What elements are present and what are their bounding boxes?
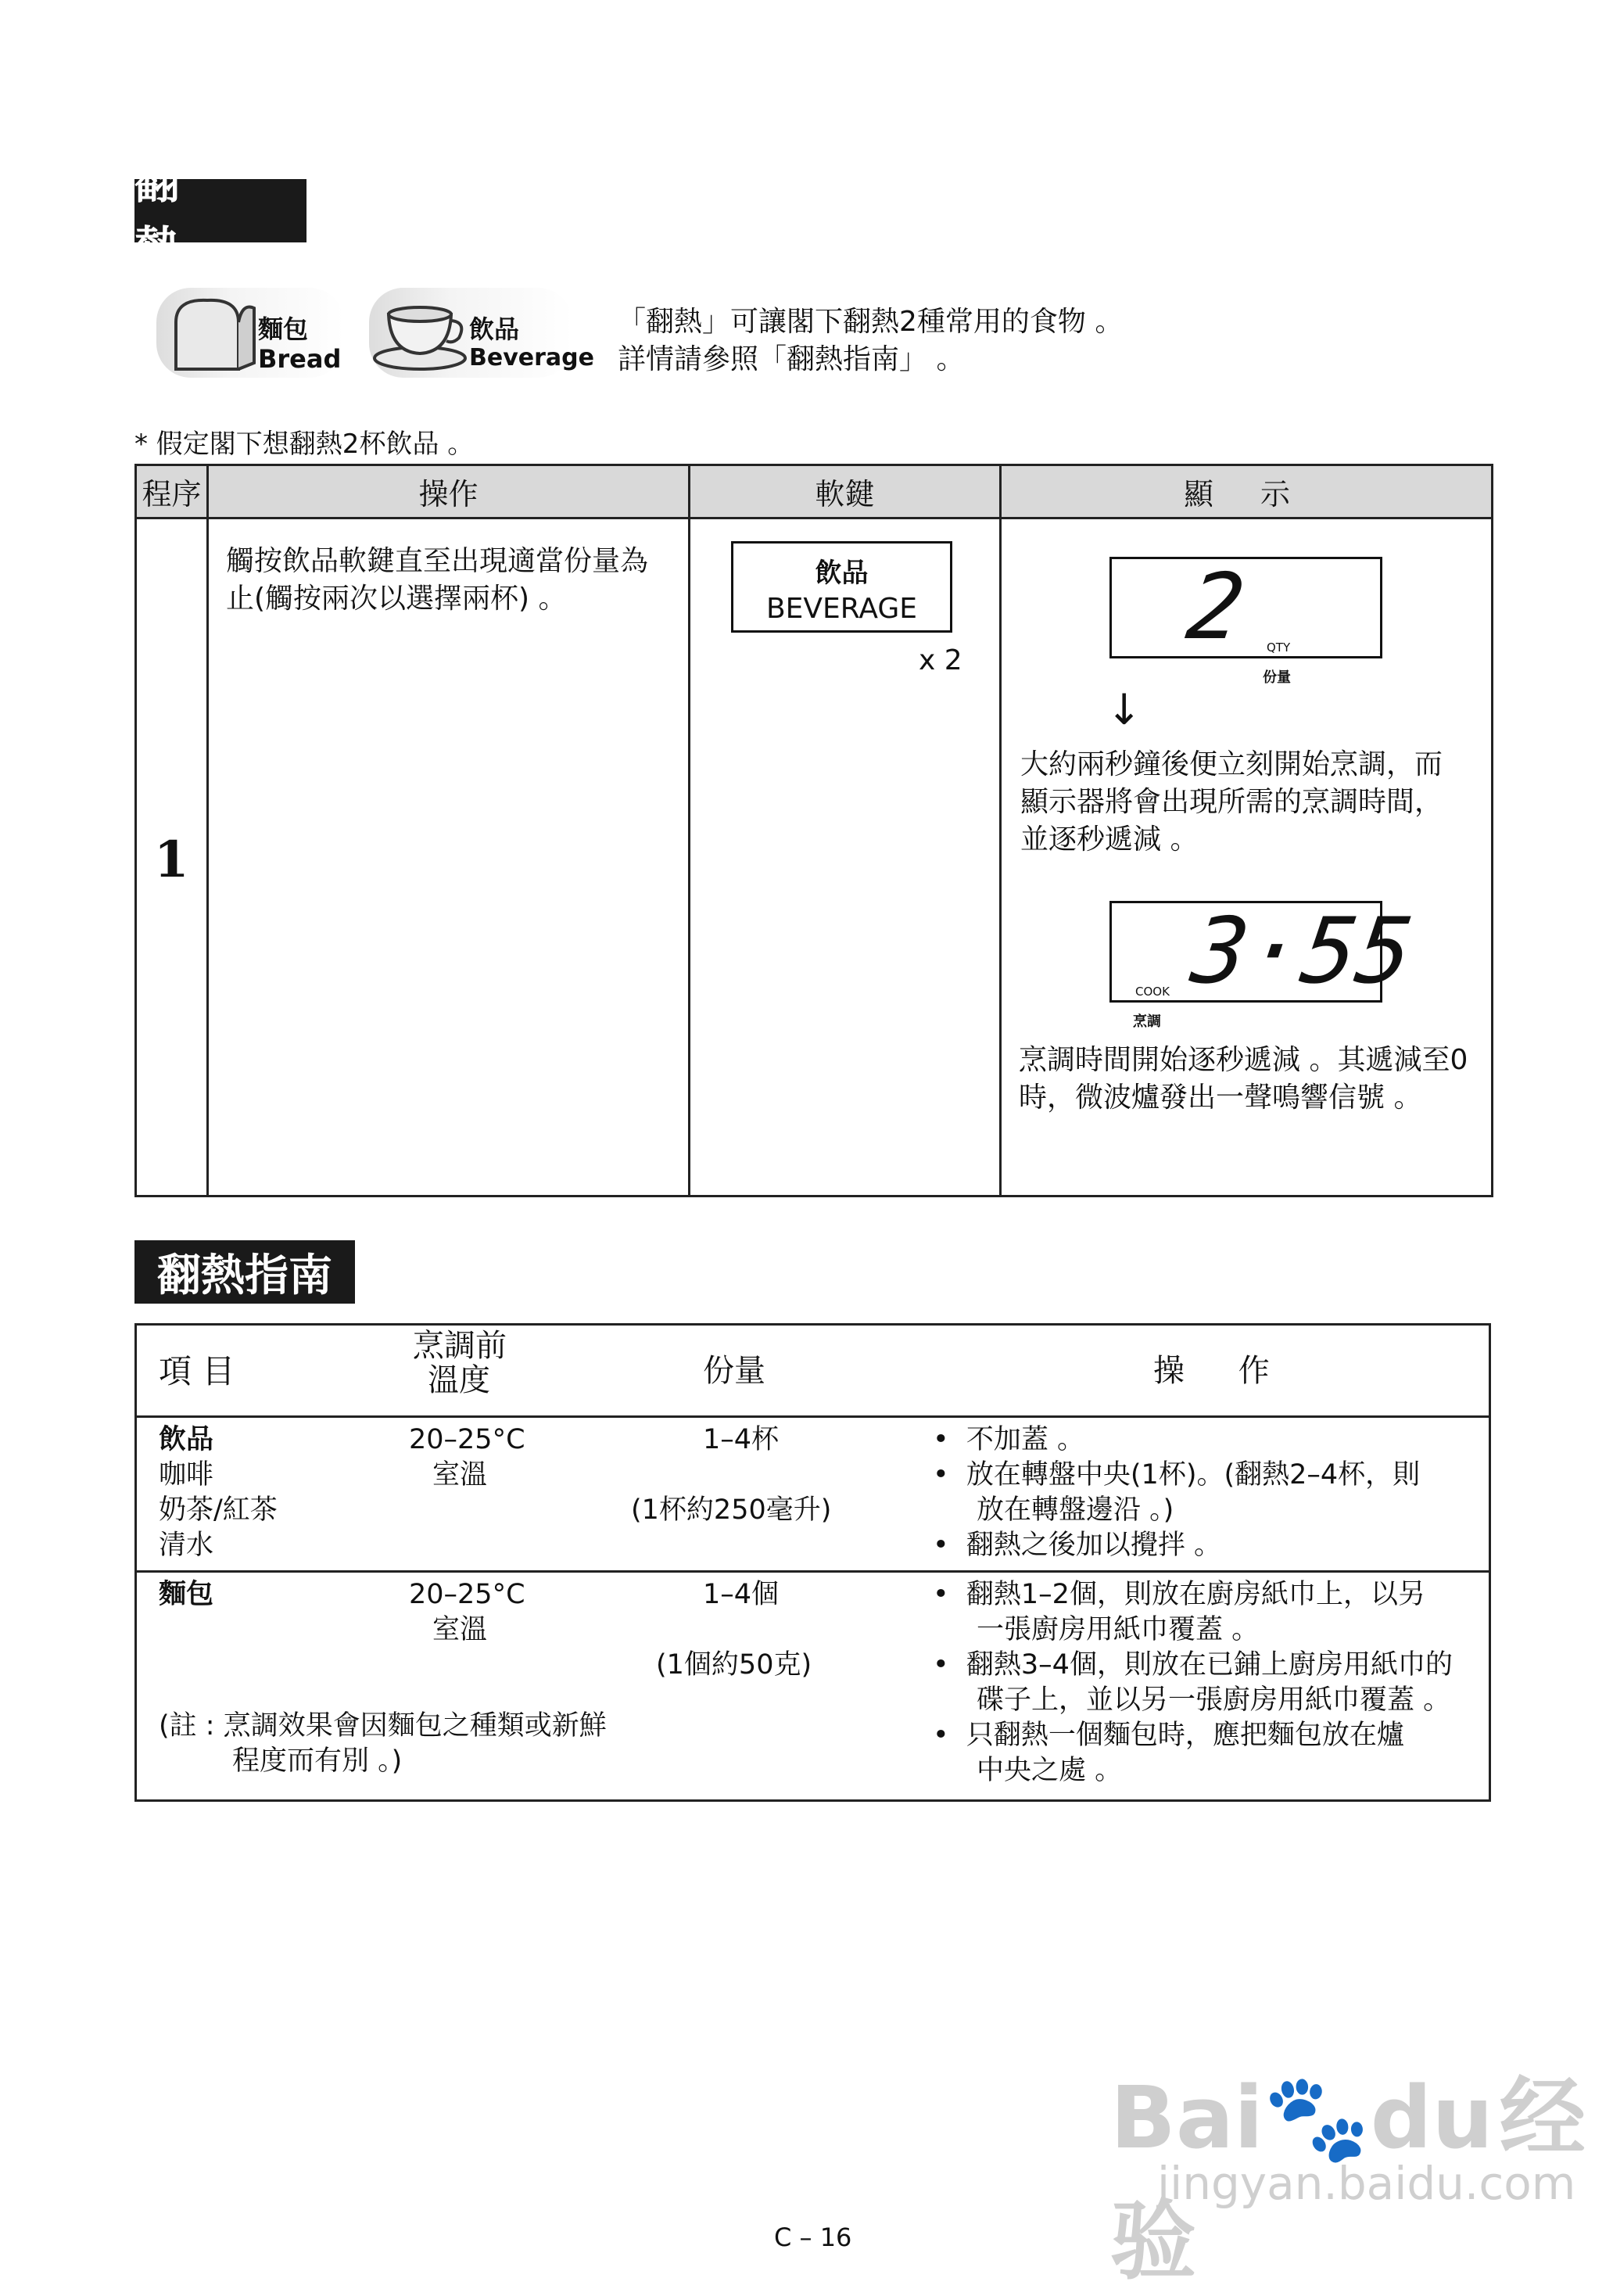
header-display: 顯 示 — [1001, 465, 1493, 518]
baidu-watermark-url: jingyan.baidu.com — [1157, 2157, 1576, 2210]
guide-beverage-op-3: • 翻熱之後加以攪拌 。 — [933, 1530, 1222, 1561]
baidu-watermark-logo: Bai🐾du经验 — [1110, 2068, 1586, 2291]
press-count: x 2 — [919, 644, 962, 676]
beverage-key-label-zh: 飲品 — [815, 558, 869, 589]
guide-beverage-qty: 1–4杯 — [703, 1424, 780, 1455]
beverage-key-label-en: BEVERAGE — [765, 593, 917, 625]
paw-icon: 🐾 — [1263, 2068, 1371, 2168]
display-note-2-line-1: 烹調時間開始逐秒遞減 。其遞減至0 — [1019, 1044, 1468, 1076]
guide-beverage-op-1: • 不加蓋 。 — [933, 1424, 1085, 1455]
guide-header-temp-line-1: 烹調前 — [413, 1328, 507, 1364]
guide-row-divider — [137, 1570, 1489, 1573]
assumption-note: * 假定閣下想翻熱2杯飲品 。 — [134, 429, 475, 460]
lcd-cook-label-zh: 烹調 — [1133, 1013, 1161, 1030]
table-row — [136, 518, 1493, 1196]
guide-header-item: 項 目 — [159, 1352, 235, 1390]
beverage-key-button[interactable] — [731, 541, 952, 633]
header-step: 程序 — [136, 465, 208, 518]
display-note-1-line-2: 顯示器將會出現所需的烹調時間， — [1020, 786, 1443, 818]
guide-header-temp-line-2: 溫度 — [428, 1362, 490, 1398]
down-arrow-icon: ↓ — [1106, 685, 1142, 734]
intro-line-2: 詳情請參照「翻熱指南」 。 — [618, 343, 965, 375]
lcd-display-cook — [1109, 899, 1419, 1004]
display-note-1-line-1: 大約兩秒鐘後便立刻開始烹調，而 — [1020, 748, 1443, 780]
header-operation: 操作 — [208, 465, 690, 518]
section-title-guide: 翻熱指南 — [134, 1240, 355, 1304]
guide-beverage-temp: 20–25°C — [409, 1424, 525, 1455]
operation-text-line-2: 止(觸按兩次以選擇兩杯) 。 — [226, 583, 567, 615]
guide-bread-op-1: • 翻熱1–2個，則放在廚房紙巾上，以另 一張廚房用紙巾覆蓋 。 — [933, 1579, 1425, 1645]
lcd-qty-value: 2 — [1181, 554, 1251, 660]
guide-bread-note-line-1: (註 : 烹調效果會因麵包之種類或新鮮 — [159, 1710, 607, 1742]
guide-bread-op-2: • 翻熱3–4個，則放在已鋪上廚房用紙巾的 碟子上，並以另一張廚房用紙巾覆蓋 。 — [933, 1649, 1453, 1716]
operation-table — [134, 464, 1493, 1197]
section-title-reheat: 翻 熱 — [134, 179, 306, 242]
guide-sub-item-tea: 奶茶/紅茶 — [159, 1494, 278, 1526]
guide-item-beverage: 飲品 — [159, 1424, 214, 1455]
step-number: 1 — [154, 831, 189, 889]
bread-icon — [160, 291, 262, 377]
page-number: C – 16 — [774, 2222, 852, 2252]
lcd-qty-label-en: QTY — [1267, 640, 1291, 655]
guide-sub-item-water: 清水 — [159, 1530, 214, 1561]
operation-text-line-1: 觸按飲品軟鍵直至出現適當份量為 — [226, 545, 649, 577]
header-key: 軟鍵 — [690, 465, 1001, 518]
guide-beverage-temp-note: 室溫 — [432, 1459, 488, 1491]
lcd-cook-label-en: COOK — [1135, 985, 1170, 999]
guide-bread-temp-note: 室溫 — [432, 1614, 488, 1645]
guide-item-bread: 麵包 — [159, 1579, 214, 1610]
guide-bread-qty-note: (1個約50克) — [656, 1649, 812, 1681]
guide-bread-temp: 20–25°C — [409, 1579, 525, 1610]
table-header-row — [136, 465, 1493, 518]
guide-beverage-op-2: • 放在轉盤中央(1杯)。(翻熱2–4杯，則 放在轉盤邊沿 。) — [933, 1459, 1421, 1526]
cup-icon — [371, 297, 473, 375]
display-cell — [1001, 518, 1493, 1196]
display-note-1-line-3: 並逐秒遞減 。 — [1020, 823, 1199, 856]
operation-cell — [208, 518, 690, 1196]
guide-header-divider — [137, 1415, 1489, 1418]
lcd-qty-label-zh: 份量 — [1263, 669, 1291, 686]
guide-bread-qty: 1–4個 — [703, 1579, 780, 1610]
guide-bread-note-line-2: 程度而有別 。) — [232, 1745, 403, 1777]
step-cell — [136, 518, 208, 1196]
bread-label-en: Bread — [258, 344, 342, 374]
guide-header-operation: 操 作 — [1153, 1353, 1292, 1389]
lcd-display-qty — [1109, 554, 1382, 660]
beverage-label-zh: 飲品 — [469, 314, 520, 344]
lcd-cook-value: 3·55 — [1185, 899, 1419, 1004]
guide-bread-op-3: • 只翻熱一個麵包時，應把麵包放在爐 中央之處 。 — [933, 1720, 1404, 1786]
reheat-guide-table — [134, 1323, 1491, 1802]
key-cell — [690, 518, 1001, 1196]
display-note-2-line-2: 時，微波爐發出一聲鳴響信號 。 — [1019, 1082, 1422, 1114]
beverage-label-en: Beverage — [469, 344, 594, 371]
bread-label-zh: 麵包 — [258, 314, 309, 344]
intro-line-1: 「翻熱」可讓閣下翻熱2種常用的食物 。 — [618, 306, 1124, 338]
guide-sub-item-coffee: 咖啡 — [159, 1459, 214, 1491]
guide-beverage-qty-note: (1杯約250毫升) — [631, 1494, 832, 1526]
guide-header-qty: 份量 — [703, 1353, 765, 1389]
